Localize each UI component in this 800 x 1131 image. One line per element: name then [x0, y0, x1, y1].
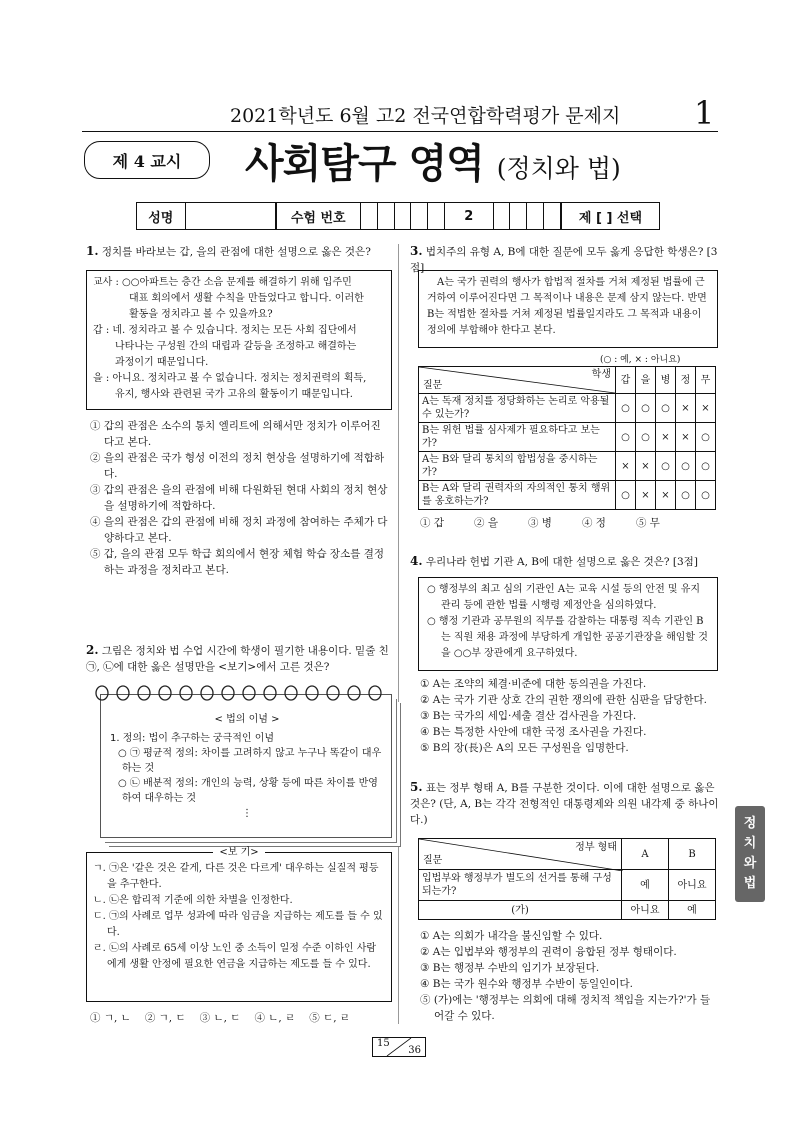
q4-option[interactable]: ⑤ B의 장(長)은 A의 모든 구성원을 임명한다.: [420, 742, 629, 754]
q5-col: B: [669, 839, 716, 870]
q3-answer: ○: [656, 452, 676, 481]
q2-bogi-item: ㄹ. ㉡의 사례로 65세 이상 노인 중 소득이 일정 수준 이하인 사람에게 생활 안정에 필요한 연금을 지급하는 제도를 들 수 있다.: [93, 943, 377, 970]
q5-options: [420, 928, 720, 1024]
q5-table: [418, 838, 716, 920]
exam-digit-fixed: 2: [445, 203, 494, 229]
q3-option[interactable]: ① 갑: [420, 517, 444, 529]
q1-options: [90, 418, 390, 578]
q3-answer: ×: [616, 452, 636, 481]
table-row: [419, 901, 716, 920]
table-row: [419, 394, 716, 423]
q5-header-cell: [419, 839, 622, 870]
q1-line: 과정이기 때문입니다.: [115, 357, 209, 368]
q3-student: 갑: [616, 367, 636, 394]
q3-answer: ○: [616, 423, 636, 452]
q2-options: [90, 1010, 390, 1026]
table-row: [419, 452, 716, 481]
q1-option[interactable]: ③ 갑의 관점은 을의 관점에 비해 다원화된 현대 사회의 정치 현상을 설명하기에 적합하다.: [90, 484, 388, 512]
q1-option[interactable]: ② 을의 관점은 국가 형성 이전의 정치 현상을 설명하기에 적합하다.: [90, 452, 385, 480]
q2-bogi-label: <보 기>: [213, 847, 264, 858]
q1-line: 대표 회의에서 생활 수칙을 만들었다고 합니다. 이러한: [129, 293, 364, 304]
page-number: 1: [694, 94, 715, 132]
q3-answer: ○: [696, 423, 716, 452]
q5-stem: [410, 779, 720, 828]
q1-dialog-box: [86, 270, 392, 410]
q4-number: 4.: [410, 554, 423, 568]
q5-header-question: 질문: [423, 855, 443, 866]
column-divider: [398, 244, 399, 1024]
q3-number: 3.: [410, 244, 423, 258]
q3-table: [418, 366, 716, 510]
q3-question: B는 위헌 법률 심사제가 필요하다고 보는가?: [419, 423, 616, 452]
q2-option[interactable]: ② ㄱ, ㄷ: [144, 1012, 186, 1024]
exam-number-label: 수험 번호: [276, 203, 361, 229]
q3-answer: ×: [656, 423, 676, 452]
q3-header-cell: [419, 367, 616, 394]
q2-option[interactable]: ① ㄱ, ㄴ: [90, 1012, 131, 1024]
q2-bogi-item: ㄷ. ㉠의 사례로 업무 성과에 따라 임금을 지급하는 제도를 들 수 있다.: [93, 911, 383, 938]
q3-option[interactable]: ⑤ 무: [635, 517, 660, 529]
q2-stem-text: 그림은 정치와 법 수업 시간에 학생이 필기한 내용이다. 밑줄 친 ㉠, ㉡에 대한 옳은 설명만을 <보기>에서 고른 것은?: [86, 645, 389, 673]
q2-bogi-box: [86, 847, 392, 1002]
q3-answer: ×: [636, 481, 656, 510]
q5-col: A: [622, 839, 669, 870]
exam-digit-box[interactable]: [544, 203, 561, 229]
q4-stem: [410, 553, 720, 570]
q2-note-content: [110, 712, 384, 821]
q2-stem: [86, 642, 392, 675]
q3-stem-text: 법치주의 유형 A, B에 대한 질문에 모두 옳게 응답한 학생은? [3점]: [410, 246, 718, 274]
q4-options: [420, 676, 720, 756]
exam-digit-box[interactable]: [510, 203, 527, 229]
side-tab-char: 정: [743, 816, 757, 831]
q4-option[interactable]: ④ B는 특정한 사안에 대한 국정 조사권을 가진다.: [420, 726, 647, 738]
q3-question: A는 B와 달리 통치의 합법성을 중시하는가?: [419, 452, 616, 481]
q3-answer: ○: [616, 481, 636, 510]
info-bar: [136, 202, 660, 230]
spiral-icon: [92, 684, 392, 702]
exam-digit-box[interactable]: [527, 203, 544, 229]
q1-line: 을 : 아니요. 정치라고 볼 수 없습니다. 정치는 정치권력의 획득,: [93, 373, 367, 384]
q2-bogi-item: ㄴ. ㉡은 합리적 기준에 의한 차별을 인정한다.: [93, 895, 293, 906]
q5-option[interactable]: ③ B는 행정부 수반의 임기가 보장된다.: [420, 962, 600, 974]
q1-stem: [86, 243, 392, 260]
choice-label: 제 [ ] 선택: [561, 203, 659, 229]
page-indicator: [372, 1037, 426, 1057]
page-current: 15: [377, 1038, 390, 1049]
q5-answer: 아니요: [669, 870, 716, 901]
q3-student: 정: [676, 367, 696, 394]
q5-stem-text: 표는 정부 형태 A, B를 구분한 것이다. 이에 대한 설명으로 옳은 것은? (단, A, B는 각각 전형적인 대통령제와 의원 내각제 중 하나이다.): [410, 782, 719, 826]
q3-answer: ○: [696, 481, 716, 510]
side-tab-char: 치: [743, 836, 757, 851]
q3-answer: ○: [696, 452, 716, 481]
notebook-rings: [92, 684, 392, 700]
q3-answer: ×: [696, 394, 716, 423]
subject-side-tab: [735, 806, 765, 902]
q3-option[interactable]: ④ 정: [581, 517, 606, 529]
q1-option[interactable]: ⑤ 갑, 을의 관점 모두 학급 회의에서 현장 체험 학습 장소를 결정하는 과정을 정치라고 본다.: [90, 548, 384, 576]
q1-stem-text: 정치를 바라보는 갑, 을의 관점에 대한 설명으로 옳은 것은?: [101, 246, 371, 258]
q5-option[interactable]: ④ B는 국가 원수와 행정부 수반이 동일인이다.: [420, 978, 633, 990]
q1-option[interactable]: ① 갑의 관점은 소수의 통치 엘리트에 의해서만 정치가 이루어진다고 본다.: [90, 420, 381, 448]
q3-student: 병: [656, 367, 676, 394]
q2-number: 2.: [86, 643, 99, 657]
subject-main: 사회탐구 영역: [245, 140, 484, 187]
exam-digit-box[interactable]: [361, 203, 378, 229]
q5-number: 5.: [410, 780, 423, 794]
q3-header-question: 질문: [423, 380, 443, 391]
q5-question: (가): [419, 901, 622, 920]
q3-answer: ○: [676, 452, 696, 481]
exam-digit-box[interactable]: [428, 203, 445, 229]
q2-option[interactable]: ④ ㄴ, ㄹ: [254, 1012, 296, 1024]
q4-option[interactable]: ② A는 국가 기관 상호 간의 권한 쟁의에 관한 심판을 담당한다.: [420, 694, 707, 706]
name-field[interactable]: [186, 203, 276, 229]
table-row: [419, 423, 716, 452]
q1-line: 교사 : ○○아파트는 층간 소음 문제를 해결하기 위해 입주민: [93, 277, 352, 288]
q5-option[interactable]: ① A는 의회가 내각을 불신임할 수 있다.: [420, 930, 603, 942]
exam-digit-box[interactable]: [494, 203, 511, 229]
q3-question: A는 독재 정치를 정당화하는 논리로 악용될 수 있는가?: [419, 394, 616, 423]
q5-header-type: 정부 형태: [575, 842, 617, 853]
side-tab-char: 법: [743, 876, 757, 891]
q3-answer: ×: [676, 394, 696, 423]
q5-option[interactable]: ② A는 입법부와 행정부의 권력이 융합된 정부 형태이다.: [420, 946, 677, 958]
diagonal-line: [419, 367, 615, 393]
q3-header-student: 학생: [591, 369, 611, 380]
q2-note-line: ○ ㉠ 평균적 정의: 차이를 고려하지 않고 누구나 똑같이 대우하는 것: [118, 748, 382, 774]
q3-options: [420, 515, 716, 531]
q5-option[interactable]: ⑤ (가)에는 '행정부는 의회에 대해 정치적 책임을 지는가?'가 들어갈 수 있다.: [420, 994, 711, 1022]
q5-answer: 아니요: [622, 901, 669, 920]
period-badge: 제 4 교시: [84, 141, 210, 179]
exam-title: 2021학년도 6월 고2 전국연합학력평가 문제지: [230, 105, 621, 127]
q3-answer: ×: [656, 481, 676, 510]
q4-option[interactable]: ③ B는 국가의 세입·세출 결산 검사권을 가진다.: [420, 710, 637, 722]
q3-option[interactable]: ② 을: [473, 517, 498, 529]
q4-box-item: ○ 행정 기관과 공무원의 직무를 감찰하는 대통령 직속 기관인 B는 직원 채용 과정에 부당하게 개입한 공공기관장을 해임할 것을 ○○부 장관에게 요구하였다.: [427, 616, 708, 659]
q3-answer: ×: [636, 452, 656, 481]
exam-digit-box[interactable]: [395, 203, 412, 229]
exam-digit-box[interactable]: [411, 203, 428, 229]
exam-digit-box[interactable]: [378, 203, 395, 229]
subject-title: [245, 132, 621, 189]
name-label: 성명: [137, 203, 186, 229]
q3-question: B는 A와 달리 권력자의 자의적인 통치 행위를 옹호하는가?: [419, 481, 616, 510]
q1-number: 1.: [86, 244, 99, 258]
page-total: 36: [408, 1045, 421, 1056]
q3-answer: ○: [656, 394, 676, 423]
q3-answer: ○: [616, 394, 636, 423]
table-row: [419, 870, 716, 901]
q2-bogi-item: ㄱ. ㉠은 '같은 것은 같게, 다른 것은 다르게' 대우하는 실질적 평등을 추구한다.: [93, 863, 379, 890]
q1-line: 나타나는 구성원 간의 대립과 갈등을 조정하고 해결하는: [115, 341, 357, 352]
q3-answer: ○: [676, 481, 696, 510]
q3-student: 무: [696, 367, 716, 394]
q4-stem-text: 우리나라 헌법 기관 A, B에 대한 설명으로 옳은 것은? [3점]: [425, 556, 698, 568]
q3-answer: ○: [636, 394, 656, 423]
q2-note-line: 1. 정의: 법이 추구하는 궁극적인 이념: [110, 733, 275, 744]
q2-note-line: ⋮: [242, 808, 252, 819]
q3-answer: ×: [676, 423, 696, 452]
q3-legend: (○ : 예, × : 아니요): [600, 355, 681, 365]
side-tab-char: 와: [743, 856, 757, 871]
q3-option[interactable]: ③ 병: [527, 517, 552, 529]
q4-box-item: ○ 행정부의 최고 심의 기관인 A는 교육 시설 등의 안전 및 유지 관리 등에 관한 법률 시행령 제정안을 심의하였다.: [427, 584, 701, 611]
q2-note-line: ○ ㉡ 배분적 정의: 개인의 능력, 상황 등에 따른 차이를 반영하여 대우하는 것: [118, 778, 378, 804]
table-row: [419, 481, 716, 510]
q2-option[interactable]: ③ ㄴ, ㄷ: [199, 1012, 241, 1024]
q1-line: 갑 : 네. 정치라고 볼 수 있습니다. 정치는 모든 사회 집단에서: [93, 325, 357, 336]
q5-answer: 예: [622, 870, 669, 901]
q2-option[interactable]: ⑤ ㄷ, ㄹ: [309, 1012, 351, 1024]
q3-definition-box: A는 국가 권력의 행사가 합법적 절차를 거쳐 제정된 법률에 근거하여 이루어진다면 그 목적이나 내용은 문제 삼지 않는다. 반면 B는 적법한 절차를 거쳐 제정된 법률일지라도 그 목적과 내용이 정의에 부합해야 한다고 본다.: [418, 270, 718, 348]
q4-box: [418, 577, 718, 671]
q4-option[interactable]: ① A는 조약의 체결·비준에 대한 동의권을 가진다.: [420, 678, 647, 690]
q5-answer: 예: [669, 901, 716, 920]
q3-answer: ○: [636, 423, 656, 452]
q1-option[interactable]: ④ 을의 관점은 갑의 관점에 비해 정치 과정에 참여하는 주체가 다양하다고 본다.: [90, 516, 388, 544]
q5-question: 입법부와 행정부가 별도의 선거를 통해 구성되는가?: [419, 870, 622, 901]
q1-line: 유지, 행사와 관련된 국가 고유의 활동이기 때문입니다.: [115, 389, 353, 400]
q3-student: 을: [636, 367, 656, 394]
q2-note-title: < 법의 이념 >: [214, 714, 280, 725]
subject-sub: (정치와 법): [496, 154, 621, 183]
q1-line: 활동을 정치라고 볼 수 있을까요?: [129, 309, 273, 320]
